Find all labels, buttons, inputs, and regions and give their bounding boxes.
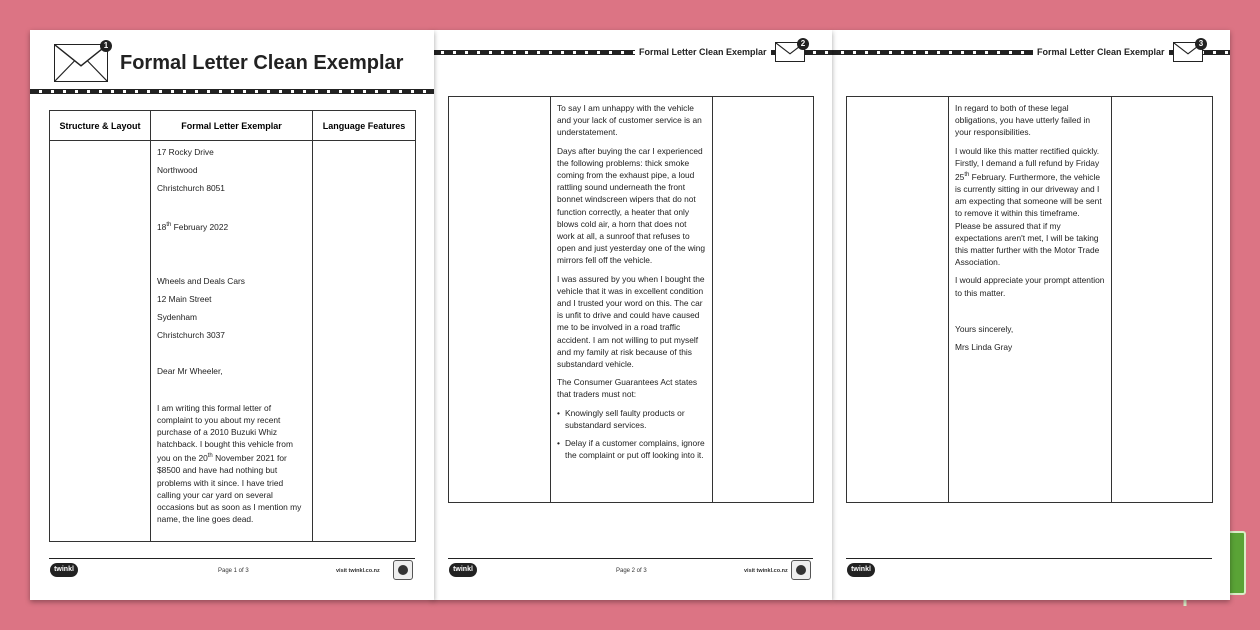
twinkl-logo: twinkl (50, 563, 78, 577)
letter-table (448, 96, 814, 503)
letter-table (49, 110, 416, 542)
structure-cell (847, 97, 949, 503)
page-3 (832, 30, 1230, 600)
sign-off: Yours sincerely, (955, 323, 1014, 334)
paragraph: I am writing this formal letter of complaint to you about my recent purchase of a 2010 Buzuki Whiz hatchback. I bought this vehicle from you on the 20th November 2021 for $8500 and have had nothing but problems with it since. I have tried calling your car yard on several occasions but as soon as I mention my name, the line goes dead. (157, 402, 302, 525)
envelope-icon (54, 41, 109, 82)
paragraph: To say I am unhappy with the vehicle and your lack of customer service is an understatement. (557, 103, 702, 138)
header-exemplar: Formal Letter Exemplar (151, 111, 313, 141)
twinkl-logo: twinkl (449, 563, 477, 577)
footer-divider (846, 558, 1212, 559)
header-language: Language Features (313, 111, 416, 141)
divider-stripe (30, 89, 434, 94)
visit-link[interactable]: visit twinkl.co.nz (336, 568, 380, 574)
letter-table (846, 96, 1213, 503)
page-1 (30, 30, 434, 600)
letter-date: 18th February 2022 (157, 221, 229, 232)
quality-badge-icon (393, 560, 413, 580)
divider-stripe (432, 50, 832, 55)
exemplar-cell (551, 97, 713, 503)
header-structure: Structure & Layout (50, 111, 151, 141)
footer-divider (49, 558, 415, 559)
exemplar-cell (151, 141, 313, 542)
visit-link[interactable]: visit twinkl.co.nz (744, 568, 788, 574)
envelope-icon (1173, 39, 1204, 62)
quality-badge-icon (791, 560, 811, 580)
paragraph: I would like this matter rectified quickly. Firstly, I demand a full refund by Friday 25th February. Furthermore, the vehicle is currently sitting in our driveway and I am expecting that someone will be sent to remove it within this timeframe. Please be assured that if my expectations aren't met, I will be taking this matter further with the Motor Trade Association. (955, 145, 1102, 268)
page-title: Formal Letter Clean Exemplar (1033, 47, 1169, 57)
divider-stripe (832, 50, 1230, 55)
sender-address: 17 Rocky Drive Northwood Christchurch 8051 (157, 147, 225, 194)
language-cell (713, 97, 814, 503)
page-number: Page 1 of 3 (218, 568, 249, 574)
paragraph: The Consumer Guarantees Act states that traders must not: (557, 377, 698, 400)
envelope-number: 1 (100, 40, 112, 52)
envelope-number: 3 (1195, 38, 1207, 50)
page-title: Formal Letter Clean Exemplar (120, 52, 404, 74)
envelope-icon (775, 39, 806, 62)
exemplar-cell (949, 97, 1112, 503)
paragraph: I would appreciate your prompt attention to this matter. (955, 275, 1105, 298)
bullet-item: • Knowingly sell faulty products or substandard services. (557, 407, 706, 431)
footer-divider (448, 558, 813, 559)
structure-cell (449, 97, 551, 503)
envelope-number: 2 (797, 38, 809, 50)
paragraph: Days after buying the car I experienced the following problems: thick smoke coming from the exhaust pipe, a loud rattling sound underneath the front bonnet windscreen wipers that do not function correctly, a heater that only blows cold air, a horn that does not work at all, a sunroof that refuses to open and just yesterday one of the wing mirrors fell off the vehicle. (557, 145, 706, 266)
signature-name: Mrs Linda Gray (955, 342, 1013, 353)
language-cell (1112, 97, 1213, 503)
language-cell (313, 141, 416, 542)
paragraph: In regard to both of these legal obligations, you have utterly failed in your responsibilities. (955, 103, 1091, 138)
paragraph: I was assured by you when I bought the vehicle that it was in excellent condition and I trusted your word on this. The car is unfit to drive and could have caused me to be involved in a road traffic accident. I am not willing to put myself and my family at risk because of this substandard vehicle. (557, 273, 705, 370)
twinkl-logo: twinkl (847, 563, 875, 577)
structure-cell (50, 141, 151, 542)
bullet-item: • Delay if a customer complains, ignore the complaint or put off looking into it. (557, 437, 706, 461)
recipient-address: Wheels and Deals Cars 12 Main Street Sydenham Christchurch 3037 (157, 275, 245, 341)
page-title: Formal Letter Clean Exemplar (635, 47, 771, 57)
page-2 (432, 30, 832, 600)
salutation: Dear Mr Wheeler, (157, 366, 223, 377)
page-number: Page 2 of 3 (616, 568, 647, 574)
